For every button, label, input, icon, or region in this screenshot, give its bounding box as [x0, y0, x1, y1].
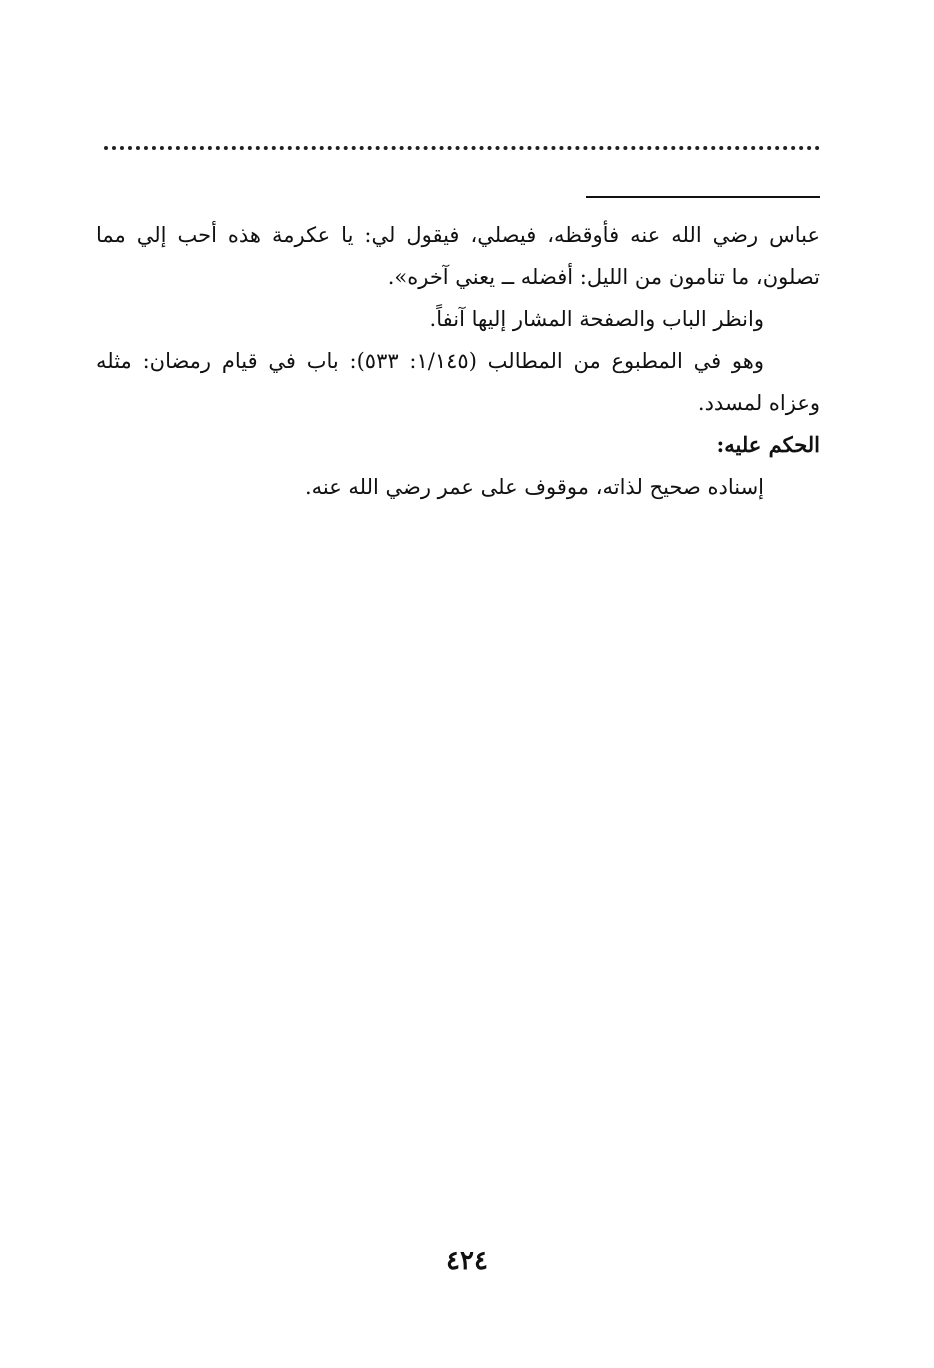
section-heading: الحكم عليه:	[716, 432, 820, 457]
text-line-3: وانظر الباب والصفحة المشار إليها آنفاً.	[429, 307, 764, 331]
text-line-4: وهو في المطبوع من المطالب (١/١٤٥: ٥٣٣): باب في قيام رمضان: مثله	[96, 349, 764, 373]
text-line-7: إسناده صحيح لذاته، موقوف على عمر رضي الله عنه.	[304, 475, 764, 499]
text-line-2: تصلون، ما تنامون من الليل: أفضله ــ يعني آخره».	[387, 265, 820, 289]
page-number: ٤٢٤	[446, 1246, 488, 1276]
footnote-text	[96, 214, 820, 508]
dotted-separator	[104, 146, 820, 150]
footnote-rule	[586, 196, 820, 198]
text-line-5: وعزاه لمسدد.	[697, 391, 820, 415]
text-line-1: عباس رضي الله عنه فأوقظه، فيصلي، فيقول لي: يا عكرمة هذه أحب إلي مما	[96, 223, 820, 247]
